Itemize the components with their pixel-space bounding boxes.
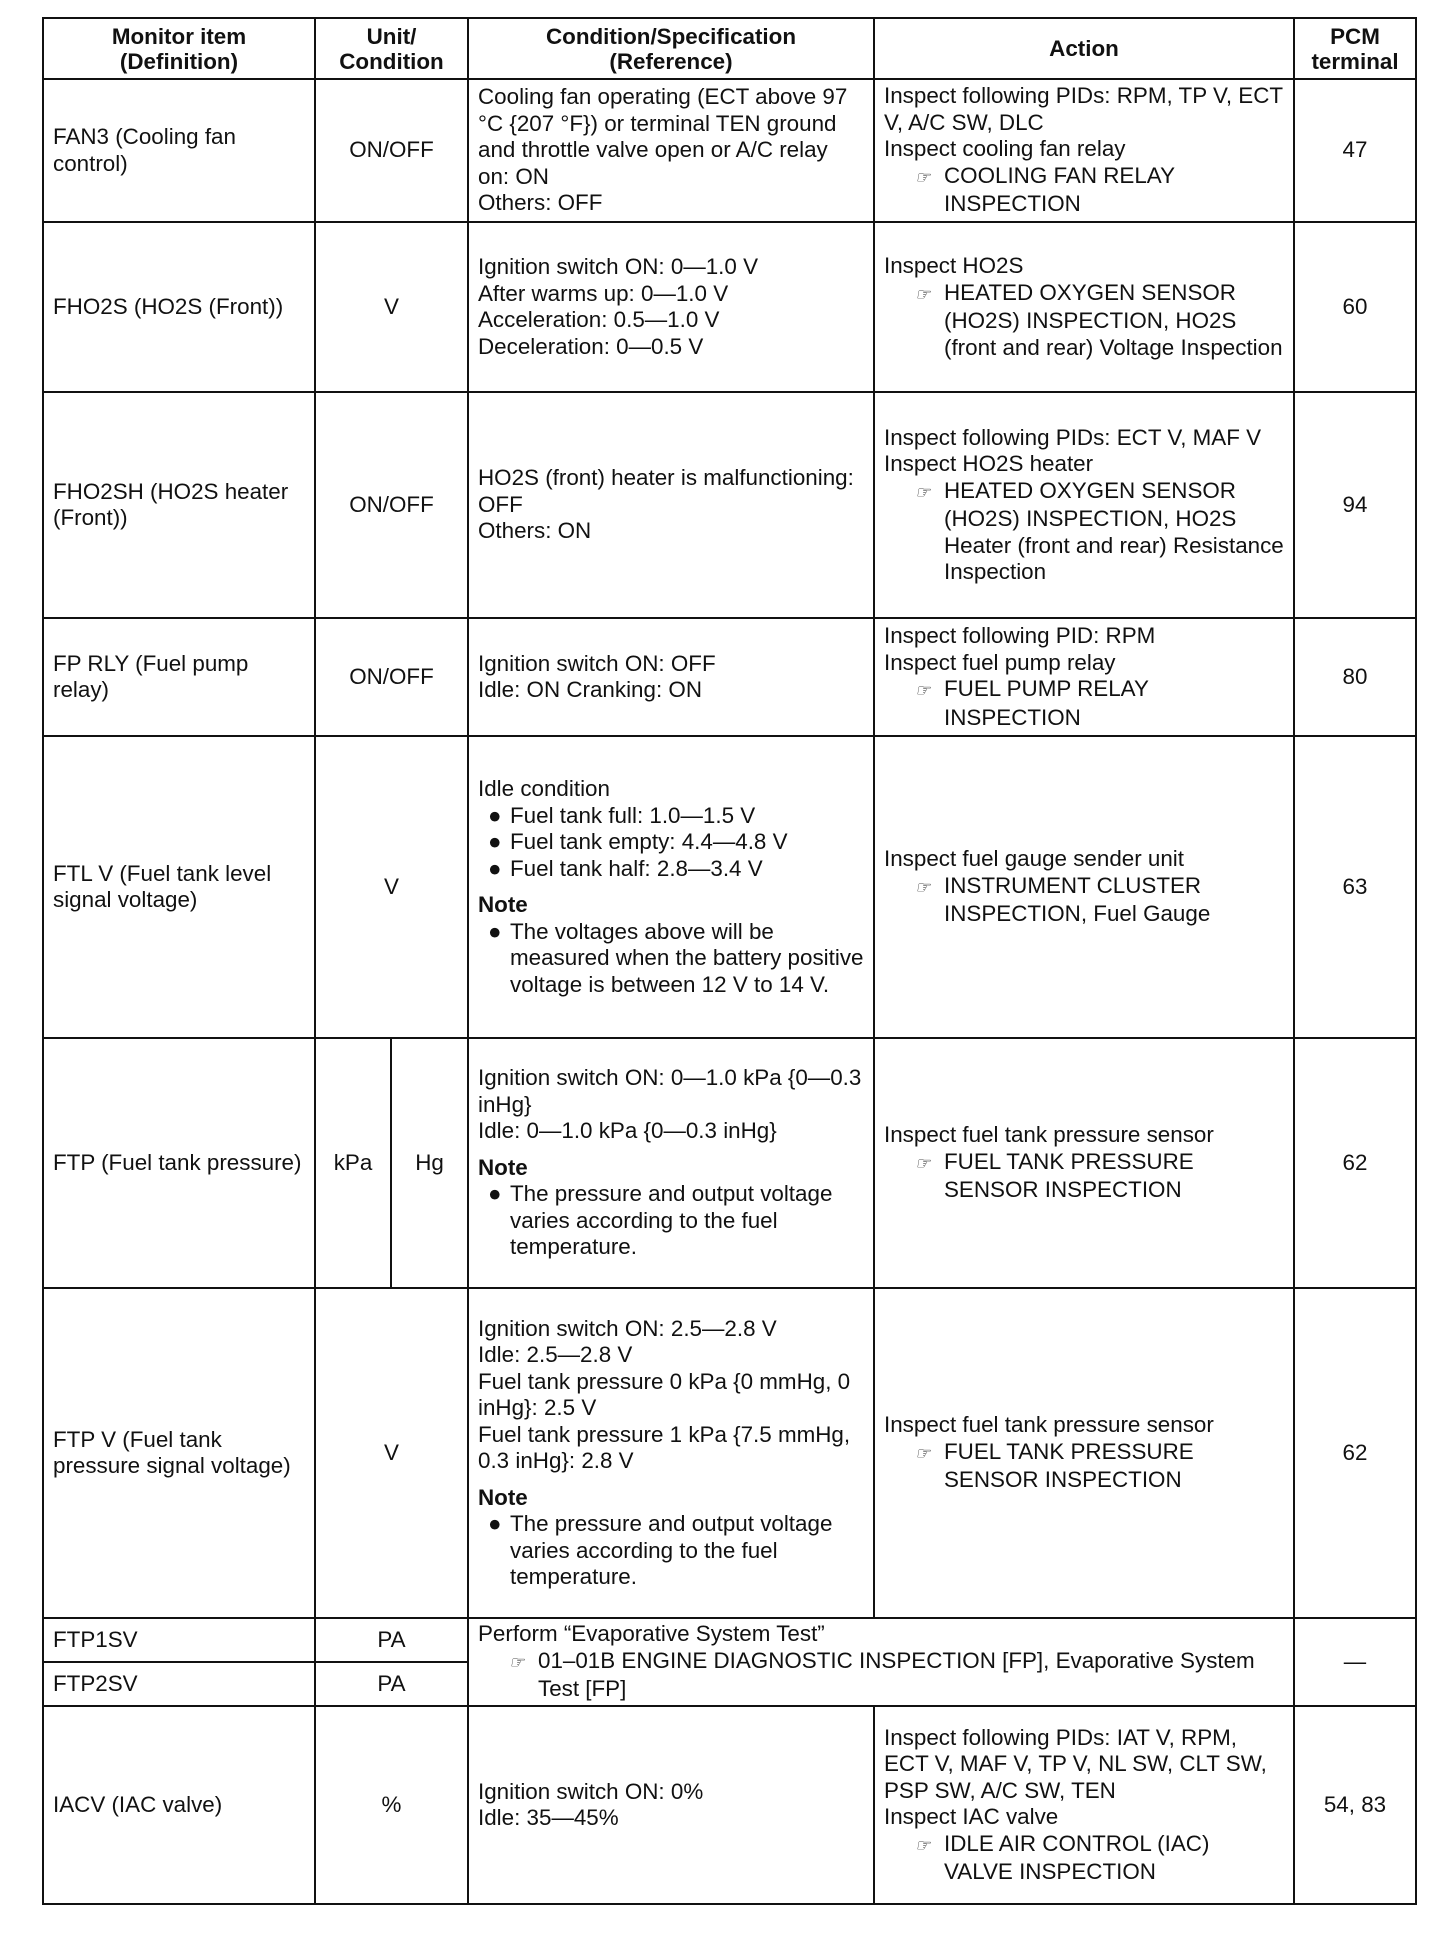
pcm-terminal-cell: 60 xyxy=(1294,222,1416,392)
reference-hand-icon: ☞ xyxy=(509,1652,525,1672)
action-line: Inspect following PID: RPM xyxy=(884,623,1156,648)
header-unit xyxy=(315,18,468,79)
pcm-terminal-cell: 47 xyxy=(1294,79,1416,222)
condition-line: Ignition switch ON: 0—1.0 V xyxy=(478,254,759,279)
reference-link[interactable] xyxy=(884,163,1284,218)
row-ftp1sv xyxy=(43,1618,1416,1662)
header-monitor-item xyxy=(43,18,315,79)
condition-line: HO2S (front) heater is malfunctioning: OFF xyxy=(478,465,854,517)
condition-line: Ignition switch ON: 2.5—2.8 V xyxy=(478,1315,777,1341)
unit-cell: ON/OFF xyxy=(315,618,468,736)
condition-bullet xyxy=(478,803,864,830)
unit-cell-hg: Hg xyxy=(391,1038,468,1288)
reference-hand-icon: ☞ xyxy=(915,1443,931,1463)
reference-hand-icon: ☞ xyxy=(915,482,931,502)
condition-line: Ignition switch ON: 0% xyxy=(478,1778,704,1804)
reference-text: FUEL TANK PRESSURE SENSOR INSPECTION xyxy=(944,1438,1194,1493)
condition-line: Idle: 0—1.0 kPa {0—0.3 inHg} xyxy=(478,1118,777,1144)
reference-hand-icon: ☞ xyxy=(915,284,931,304)
note-label: Note xyxy=(478,1154,528,1180)
action-line: Inspect following PIDs: IAT V, RPM, ECT V, MAF V, TP V, NL SW, CLT SW, PSP SW, A/C SW, TEN xyxy=(884,1724,1267,1803)
action-cell xyxy=(874,1706,1294,1904)
definition-cell: FP RLY (Fuel pump relay) xyxy=(43,618,315,736)
definition-cell: IACV (IAC valve) xyxy=(43,1706,315,1904)
bullet-dot-icon: ● xyxy=(488,1511,502,1536)
condition-bullet xyxy=(478,829,864,856)
row-ftp xyxy=(43,1038,1416,1288)
pcm-terminal-cell: 80 xyxy=(1294,618,1416,736)
reference-link[interactable] xyxy=(478,1648,1284,1703)
bullet-text: The voltages above will be measured when the battery positive voltage is between 12 V to 14 V. xyxy=(510,918,864,997)
definition-cell: FAN3 (Cooling fan control) xyxy=(43,79,315,222)
definition-cell: FTL V (Fuel tank level signal voltage) xyxy=(43,736,315,1038)
reference-link[interactable] xyxy=(884,1831,1284,1886)
note-label: Note xyxy=(478,1484,528,1510)
pcm-terminal-cell: — xyxy=(1294,1618,1416,1706)
action-cell xyxy=(874,392,1294,618)
unit-cell: V xyxy=(315,1288,468,1618)
bullet-text: The pressure and output voltage varies according to the fuel temperature. xyxy=(510,1511,833,1589)
action-cell xyxy=(874,1038,1294,1288)
row-fho2sh xyxy=(43,392,1416,618)
definition-cell: FHO2SH (HO2S heater (Front)) xyxy=(43,392,315,618)
bullet-dot-icon: ● xyxy=(488,802,502,828)
unit-cell-kpa: kPa xyxy=(315,1038,391,1288)
unit-cell: ON/OFF xyxy=(315,392,468,618)
header-text: Condition xyxy=(339,48,444,74)
condition-line: Idle: 35—45% xyxy=(478,1805,619,1830)
row-ftp-v xyxy=(43,1288,1416,1618)
condition-cell xyxy=(468,736,874,1038)
action-line: Inspect IAC valve xyxy=(884,1804,1059,1829)
condition-cell xyxy=(468,1288,874,1618)
row-fho2s xyxy=(43,222,1416,392)
note-bullet xyxy=(478,1181,864,1261)
action-cell xyxy=(874,1288,1294,1618)
action-cell xyxy=(874,618,1294,736)
bullet-dot-icon: ● xyxy=(488,1181,502,1207)
header-pcm-terminal xyxy=(1294,18,1416,79)
definition-cell: FTP2SV xyxy=(43,1662,315,1706)
header-row xyxy=(43,18,1416,79)
pcm-terminal-cell: 62 xyxy=(1294,1288,1416,1618)
unit-cell: % xyxy=(315,1706,468,1904)
pcm-terminal-cell: 63 xyxy=(1294,736,1416,1038)
action-line: Inspect cooling fan relay xyxy=(884,136,1126,162)
bullet-text: The pressure and output voltage varies according to the fuel temperature. xyxy=(510,1181,833,1260)
condition-line: Others: ON xyxy=(478,518,592,544)
note-bullet xyxy=(478,1511,864,1591)
pcm-terminal-cell: 62 xyxy=(1294,1038,1416,1288)
condition-cell xyxy=(468,79,874,222)
pcm-terminal-cell: 54, 83 xyxy=(1294,1706,1416,1904)
header-condition xyxy=(468,18,874,79)
bullet-dot-icon: ● xyxy=(488,855,502,881)
action-line: Inspect following PIDs: RPM, TP V, ECT V, A/C SW, DLC xyxy=(884,83,1283,135)
note-bullet xyxy=(478,919,864,999)
action-cell xyxy=(874,736,1294,1038)
note-label: Note xyxy=(478,892,528,917)
reference-hand-icon: ☞ xyxy=(915,1835,931,1855)
reference-hand-icon: ☞ xyxy=(915,167,931,187)
reference-hand-icon: ☞ xyxy=(915,681,931,700)
condition-cell xyxy=(468,618,874,736)
reference-link[interactable] xyxy=(884,280,1284,362)
condition-line: Idle: ON Cranking: ON xyxy=(478,677,702,702)
reference-text: HEATED OXYGEN SENSOR (HO2S) INSPECTION, HO2S (front and rear) Voltage Inspection xyxy=(944,279,1283,360)
reference-link[interactable] xyxy=(884,676,1284,731)
condition-line: Perform “Evaporative System Test” xyxy=(478,1621,825,1647)
condition-line: Ignition switch ON: 0—1.0 kPa {0—0.3 inHg} xyxy=(478,1065,862,1117)
bullet-dot-icon: ● xyxy=(488,829,502,854)
reference-text: IDLE AIR CONTROL (IAC) VALVE INSPECTION xyxy=(944,1830,1210,1884)
bullet-text: Fuel tank full: 1.0—1.5 V xyxy=(510,802,756,828)
definition-cell: FTP (Fuel tank pressure) xyxy=(43,1038,315,1288)
reference-text: COOLING FAN RELAY INSPECTION xyxy=(944,162,1175,217)
reference-link[interactable] xyxy=(884,478,1284,586)
row-fan3 xyxy=(43,79,1416,222)
reference-text: INSTRUMENT CLUSTER INSPECTION, Fuel Gauge xyxy=(944,872,1211,927)
action-line: Inspect following PIDs: ECT V, MAF V xyxy=(884,424,1262,450)
reference-text: HEATED OXYGEN SENSOR (HO2S) INSPECTION, HO2S Heater (front and rear) Resistance Inspection xyxy=(944,477,1284,584)
condition-cell xyxy=(468,1706,874,1904)
condition-line: Cooling fan operating (ECT above 97 °C {207 °F}) or terminal TEN ground and throttle valve open or A/C relay on: ON xyxy=(478,84,848,189)
condition-line: Idle condition xyxy=(478,776,610,801)
header-text: terminal xyxy=(1311,48,1399,74)
condition-cell xyxy=(468,392,874,618)
condition-line: Idle: 2.5—2.8 V xyxy=(478,1342,633,1367)
reference-link[interactable] xyxy=(884,873,1284,928)
definition-cell: FTP1SV xyxy=(43,1618,315,1662)
unit-cell: V xyxy=(315,736,468,1038)
condition-cell xyxy=(468,222,874,392)
definition-cell: FTP V (Fuel tank pressure signal voltage) xyxy=(43,1288,315,1618)
row-iacv xyxy=(43,1706,1416,1904)
header-text: Monitor item xyxy=(111,23,247,49)
action-cell xyxy=(874,79,1294,222)
condition-line: Ignition switch ON: OFF xyxy=(478,650,716,676)
unit-cell: PA xyxy=(315,1662,468,1706)
reference-link[interactable] xyxy=(884,1439,1284,1494)
bullet-text: Fuel tank empty: 4.4—4.8 V xyxy=(510,829,788,854)
header-text: (Definition) xyxy=(119,48,239,74)
header-text: Condition/Specification xyxy=(545,23,797,49)
definition-cell: FHO2S (HO2S (Front)) xyxy=(43,222,315,392)
condition-line: Fuel tank pressure 1 kPa {7.5 mmHg, 0.3 inHg}: 2.8 V xyxy=(478,1421,851,1473)
condition-line: Deceleration: 0—0.5 V xyxy=(478,333,704,359)
unit-cell: ON/OFF xyxy=(315,79,468,222)
action-line: Inspect fuel pump relay xyxy=(884,649,1116,675)
pcm-terminal-cell: 94 xyxy=(1294,392,1416,618)
action-line: Inspect HO2S xyxy=(884,253,1024,278)
condition-line: After warms up: 0—1.0 V xyxy=(478,280,729,306)
header-text: (Reference) xyxy=(609,48,733,74)
reference-link[interactable] xyxy=(884,1149,1284,1204)
condition-line: Others: OFF xyxy=(478,190,603,216)
action-cell xyxy=(874,222,1294,392)
bullet-text: Fuel tank half: 2.8—3.4 V xyxy=(510,855,763,881)
condition-cell xyxy=(468,1038,874,1288)
condition-bullet xyxy=(478,856,864,883)
action-line: Inspect fuel tank pressure sensor xyxy=(884,1122,1214,1148)
condition-line: Fuel tank pressure 0 kPa {0 mmHg, 0 inHg}: 2.5 V xyxy=(478,1368,851,1420)
unit-cell: V xyxy=(315,222,468,392)
row-ftl-v xyxy=(43,736,1416,1038)
evap-test-cell xyxy=(468,1618,1294,1706)
condition-line: Acceleration: 0.5—1.0 V xyxy=(478,307,720,332)
bullet-dot-icon: ● xyxy=(488,918,502,944)
reference-text: FUEL TANK PRESSURE SENSOR INSPECTION xyxy=(944,1148,1194,1203)
header-text: PCM xyxy=(1330,23,1380,49)
reference-hand-icon: ☞ xyxy=(915,1153,931,1173)
header-text: Action xyxy=(1049,36,1119,61)
unit-cell: PA xyxy=(315,1618,468,1662)
action-line: Inspect fuel gauge sender unit xyxy=(884,846,1184,872)
monitor-item-table xyxy=(42,17,1417,1905)
header-action xyxy=(874,18,1294,79)
action-line: Inspect fuel tank pressure sensor xyxy=(884,1412,1214,1438)
reference-text: 01–01B ENGINE DIAGNOSTIC INSPECTION [FP], Evaporative System Test [FP] xyxy=(538,1647,1255,1702)
reference-text: FUEL PUMP RELAY INSPECTION xyxy=(944,676,1149,730)
header-text: Unit/ xyxy=(366,23,417,49)
row-fp-rly xyxy=(43,618,1416,736)
action-line: Inspect HO2S heater xyxy=(884,451,1094,476)
reference-hand-icon: ☞ xyxy=(915,877,931,897)
